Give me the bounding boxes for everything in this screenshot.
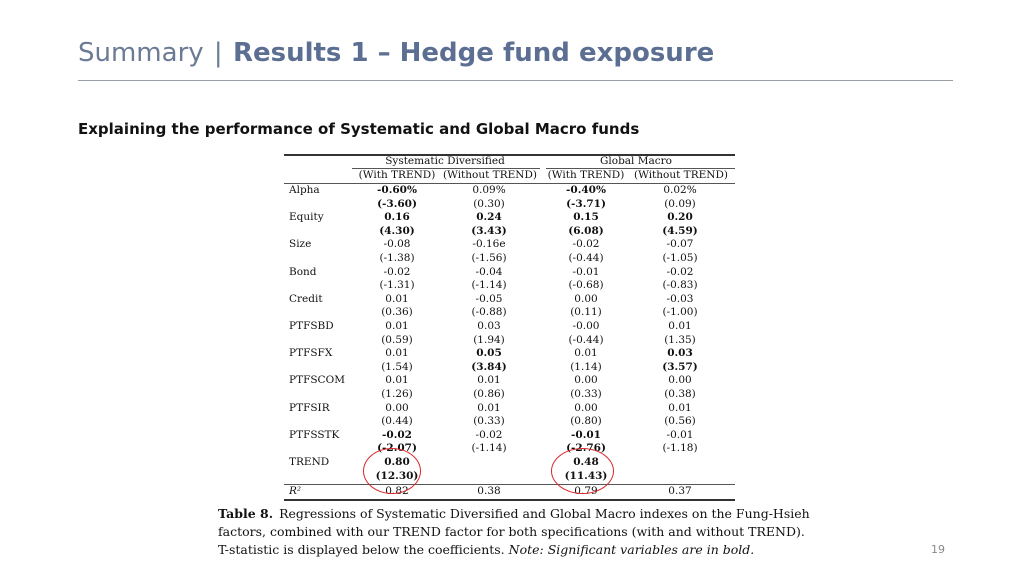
- t-statistic: (-1.38): [379, 252, 415, 264]
- coefficient: -0.02: [666, 265, 694, 278]
- coefficient: -0.05: [475, 292, 503, 305]
- coefficient: 0.00: [574, 374, 598, 387]
- coefficient: 0.00: [574, 401, 598, 414]
- t-statistic: (-1.14): [471, 279, 507, 292]
- column-header: (With TREND): [358, 169, 436, 181]
- t-statistic: (3.57): [662, 360, 698, 373]
- t-statistic: (1.94): [473, 333, 505, 346]
- group-header: Global Macro: [600, 155, 672, 167]
- coefficient: 0.80: [384, 456, 410, 468]
- coefficient: 0.09%: [472, 184, 506, 196]
- title-divider: [78, 80, 953, 81]
- t-statistic: (0.09): [664, 197, 696, 210]
- r-squared-value: 0.38: [477, 485, 501, 498]
- coefficient: -0.01: [572, 265, 600, 278]
- column-header: (With TREND): [547, 169, 625, 181]
- t-statistic: (-0.44): [568, 252, 604, 264]
- coefficient: 0.01: [477, 401, 501, 414]
- t-statistic: (-0.83): [662, 279, 698, 292]
- coefficient: -0.08: [383, 238, 411, 251]
- t-statistic: (1.14): [570, 360, 602, 373]
- table-bottom-rule: [284, 499, 735, 501]
- coefficient: 0.03: [667, 347, 693, 360]
- title-separator: |: [213, 38, 223, 68]
- row-label: Bond: [289, 265, 317, 278]
- coefficient: -0.04: [475, 265, 503, 278]
- coefficient: -0.00: [572, 320, 600, 332]
- caption-note: Note: Significant variables are in bold.: [508, 542, 755, 557]
- t-statistic: (0.30): [473, 197, 505, 210]
- coefficient: 0.01: [385, 347, 409, 360]
- coefficient: -0.07: [666, 238, 694, 251]
- r-squared-value: 0.82: [385, 485, 409, 498]
- t-statistic: (1.54): [381, 360, 413, 373]
- r-squared-value: 0.79: [574, 485, 598, 498]
- t-statistic: (0.33): [473, 415, 505, 428]
- coefficient: -0.16e: [472, 238, 506, 251]
- coefficient: 0.01: [668, 401, 692, 414]
- coefficient: -0.01: [571, 428, 601, 441]
- row-label: Size: [289, 238, 312, 251]
- table-caption: [218, 505, 818, 559]
- group-header: Systematic Diversified: [385, 155, 505, 167]
- t-statistic: (3.84): [471, 360, 507, 373]
- t-statistic: (11.43): [564, 469, 608, 482]
- caption-label: Table 8.: [218, 506, 274, 521]
- t-statistic: (3.43): [471, 224, 507, 237]
- t-statistic: (0.56): [664, 415, 696, 428]
- coefficient: -0.02: [382, 428, 412, 441]
- title-prefix: Summary: [78, 38, 204, 68]
- t-statistic: (6.08): [568, 224, 604, 237]
- r-squared-value: 0.37: [668, 485, 692, 498]
- t-statistic: (-2.07): [377, 442, 417, 455]
- page-number: 19: [931, 543, 945, 556]
- coefficient: 0.48: [573, 456, 599, 468]
- highlight-circle-systematic: [363, 448, 421, 494]
- row-label: PTFSBD: [289, 320, 334, 332]
- coefficient: -0.02: [572, 238, 600, 251]
- slide-title: [78, 38, 714, 68]
- t-statistic: (0.36): [381, 306, 413, 319]
- title-main: Results 1 – Hedge fund exposure: [232, 38, 715, 68]
- t-statistic: (-1.00): [662, 306, 698, 319]
- t-statistic: (-0.68): [568, 279, 604, 292]
- row-label: Credit: [289, 292, 323, 305]
- t-statistic: (0.59): [381, 333, 413, 346]
- t-statistic: (-1.14): [471, 442, 507, 455]
- t-statistic: (0.38): [664, 388, 696, 400]
- coefficient: 0.01: [477, 374, 501, 387]
- t-statistic: (4.30): [379, 224, 415, 237]
- coefficient: 0.00: [385, 401, 409, 414]
- t-statistic: (0.11): [570, 306, 602, 319]
- row-label-r2: R²: [289, 485, 302, 498]
- t-statistic: (-0.44): [568, 333, 604, 346]
- t-statistic: (0.44): [381, 415, 413, 428]
- t-statistic: (-1.05): [662, 252, 698, 264]
- row-label: PTFSCOM: [289, 374, 345, 387]
- coefficient: 0.01: [385, 292, 409, 305]
- t-statistic: (-3.71): [566, 197, 606, 210]
- t-statistic: (-2.76): [566, 442, 606, 455]
- coefficient: 0.15: [573, 211, 599, 224]
- coefficient: 0.03: [477, 320, 501, 332]
- t-statistic: (-1.56): [471, 252, 507, 264]
- coefficient: 0.02%: [663, 184, 697, 196]
- t-statistic: (1.35): [664, 333, 696, 346]
- row-label: TREND: [289, 456, 330, 468]
- t-statistic: (-1.18): [662, 442, 698, 455]
- t-statistic: (-0.88): [471, 306, 507, 319]
- t-statistic: (0.33): [570, 388, 602, 400]
- coefficient: -0.60%: [377, 184, 417, 196]
- highlight-circle-global-macro: [551, 448, 614, 494]
- coefficient: 0.16: [384, 211, 410, 224]
- coefficient: 0.00: [668, 374, 692, 387]
- coefficient: 0.01: [574, 347, 598, 360]
- coefficient: 0.00: [574, 292, 598, 305]
- coefficient: -0.01: [666, 428, 694, 441]
- coefficient: 0.01: [385, 320, 409, 332]
- row-label: PTFSIR: [289, 401, 330, 414]
- column-header: (Without TREND): [634, 169, 728, 181]
- row-label: Equity: [289, 211, 324, 224]
- coefficient: 0.24: [476, 211, 502, 224]
- coefficient: 0.01: [385, 374, 409, 387]
- t-statistic: (1.26): [381, 388, 413, 400]
- row-label: PTFSSTK: [289, 428, 340, 441]
- coefficient: 0.20: [667, 211, 693, 224]
- coefficient: -0.02: [475, 428, 503, 441]
- column-header: (Without TREND): [443, 169, 537, 181]
- row-label: Alpha: [289, 184, 320, 196]
- t-statistic: (-3.60): [377, 197, 417, 210]
- coefficient: -0.03: [666, 292, 694, 305]
- t-statistic: (-1.31): [379, 279, 415, 292]
- coefficient: 0.01: [668, 320, 692, 332]
- coefficient: -0.02: [383, 265, 411, 278]
- t-statistic: (4.59): [662, 224, 698, 237]
- coefficient: -0.40%: [566, 184, 606, 196]
- slide-subtitle: Explaining the performance of Systematic and Global Macro funds: [78, 120, 640, 138]
- row-label: PTFSFX: [289, 347, 333, 360]
- coefficient: 0.05: [476, 347, 502, 360]
- caption-text: Regressions of Systematic Diversified and Global Macro indexes on the Fung-Hsieh factors, combined with our TREND factor for both specifications (with and without TREND). T-statistic is displayed below the coefficients.: [218, 506, 810, 557]
- t-statistic: (0.86): [473, 388, 505, 400]
- t-statistic: (0.80): [570, 415, 602, 428]
- t-statistic: (12.30): [375, 469, 419, 482]
